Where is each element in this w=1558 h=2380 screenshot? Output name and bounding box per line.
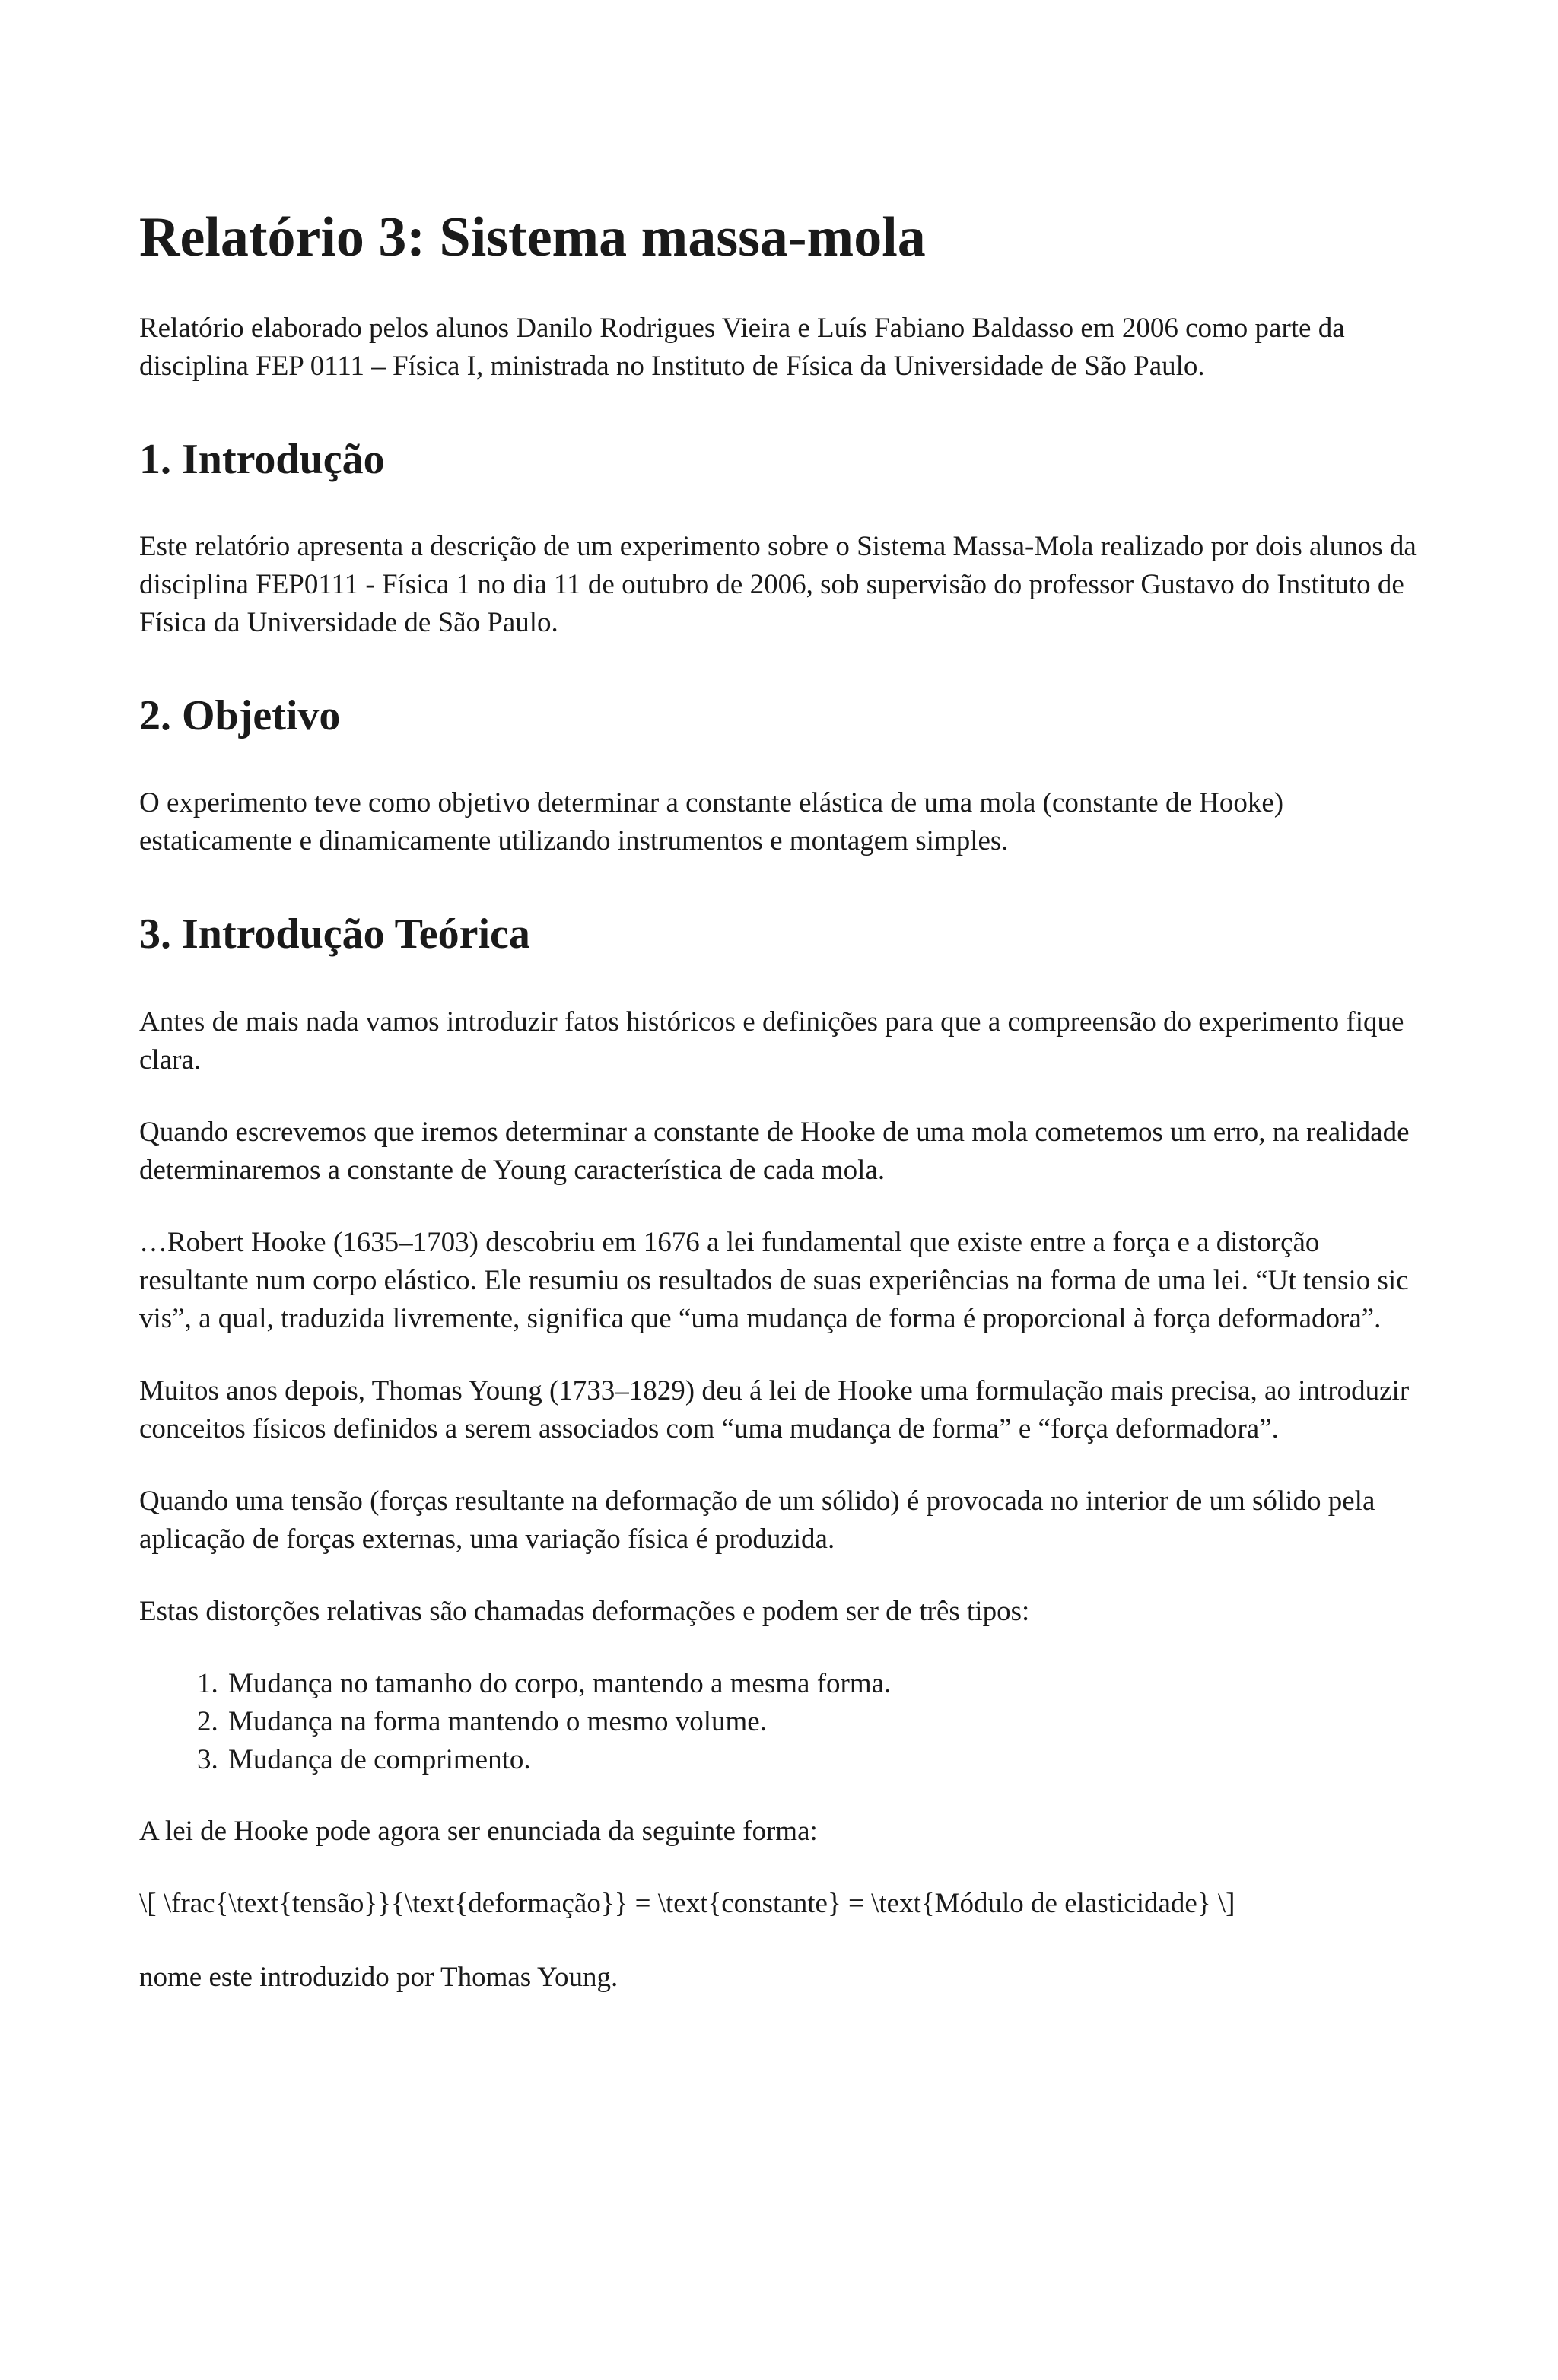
document-title: Relatório 3: Sistema massa-mola: [139, 206, 926, 269]
teorica-paragraph: Antes de mais nada vamos introduzir fatos históricos e definições para que a compreensão do experimento fique clara.: [139, 1006, 1404, 1076]
section-heading-teorica: 3. Introdução Teórica: [139, 910, 530, 958]
deformation-types-list: [139, 1665, 1425, 1779]
teorica-paragraph: Muitos anos depois, Thomas Young (1733–1829) deu á lei de Hooke uma formulação mais precisa, ao introduzir conceitos físicos definidos a serem associados com “uma mudança de forma” e “força deformadora”.: [139, 1374, 1410, 1444]
teorica-paragraph: Quando escrevemos que iremos determinar a constante de Hooke de uma mola cometemos um erro, na realidade determinaremos a constante de Young característica de cada mola.: [139, 1116, 1410, 1186]
closing-paragraph: nome este introduzido por Thomas Young.: [139, 1961, 618, 1993]
introducao-paragraph: Este relatório apresenta a descrição de um experimento sobre o Sistema Massa-Mola realizado por dois alunos da disciplina FEP0111 - Física 1 no dia 11 de outubro de 2006, sob supervisão do professor Gustavo do Instituto de Física da Universidade de São Paulo.: [139, 531, 1417, 639]
list-item: 3. Mudança de comprimento.: [225, 1741, 1425, 1779]
list-item: 1. Mudança no tamanho do corpo, mantendo a mesma forma.: [225, 1665, 1425, 1703]
law-intro-paragraph: A lei de Hooke pode agora ser enunciada da seguinte forma:: [139, 1815, 818, 1847]
byline-paragraph: Relatório elaborado pelos alunos Danilo Rodrigues Vieira e Luís Fabiano Baldasso em 2006 como parte da disciplina FEP 0111 – Física I, ministrada no Instituto de Física da Universidade de São Paulo.: [139, 313, 1345, 383]
teorica-paragraph: Quando uma tensão (forças resultante na deformação de um sólido) é provocada no interior de um sólido pela aplicação de forças externas, uma variação física é produzida.: [139, 1485, 1375, 1555]
document-page: [139, 205, 1425, 2031]
teorica-paragraph: Estas distorções relativas são chamadas deformações e podem ser de três tipos:: [139, 1595, 1030, 1627]
section-heading-introducao: 1. Introdução: [139, 436, 385, 484]
section-heading-objetivo: 2. Objetivo: [139, 692, 341, 740]
teorica-paragraph: …Robert Hooke (1635–1703) descobriu em 1676 a lei fundamental que existe entre a força e a distorção resultante num corpo elástico. Ele resumiu os resultados de suas experiências na forma de uma lei. “Ut tensio sic vis”, a qual, traduzida livremente, significa que “uma mudança de forma é proporcional à força deformadora”.: [139, 1226, 1409, 1334]
objetivo-paragraph: O experimento teve como objetivo determinar a constante elástica de uma mola (constante de Hooke) estaticamente e dinamicamente utilizando instrumentos e montagem simples.: [139, 787, 1284, 857]
list-item: 2. Mudança na forma mantendo o mesmo volume.: [225, 1703, 1425, 1741]
hooke-law-formula: \[ \frac{\text{tensão}}{\text{deformação}} = \text{constante} = \text{Módulo de elasticidade} \]: [139, 1887, 1235, 1919]
